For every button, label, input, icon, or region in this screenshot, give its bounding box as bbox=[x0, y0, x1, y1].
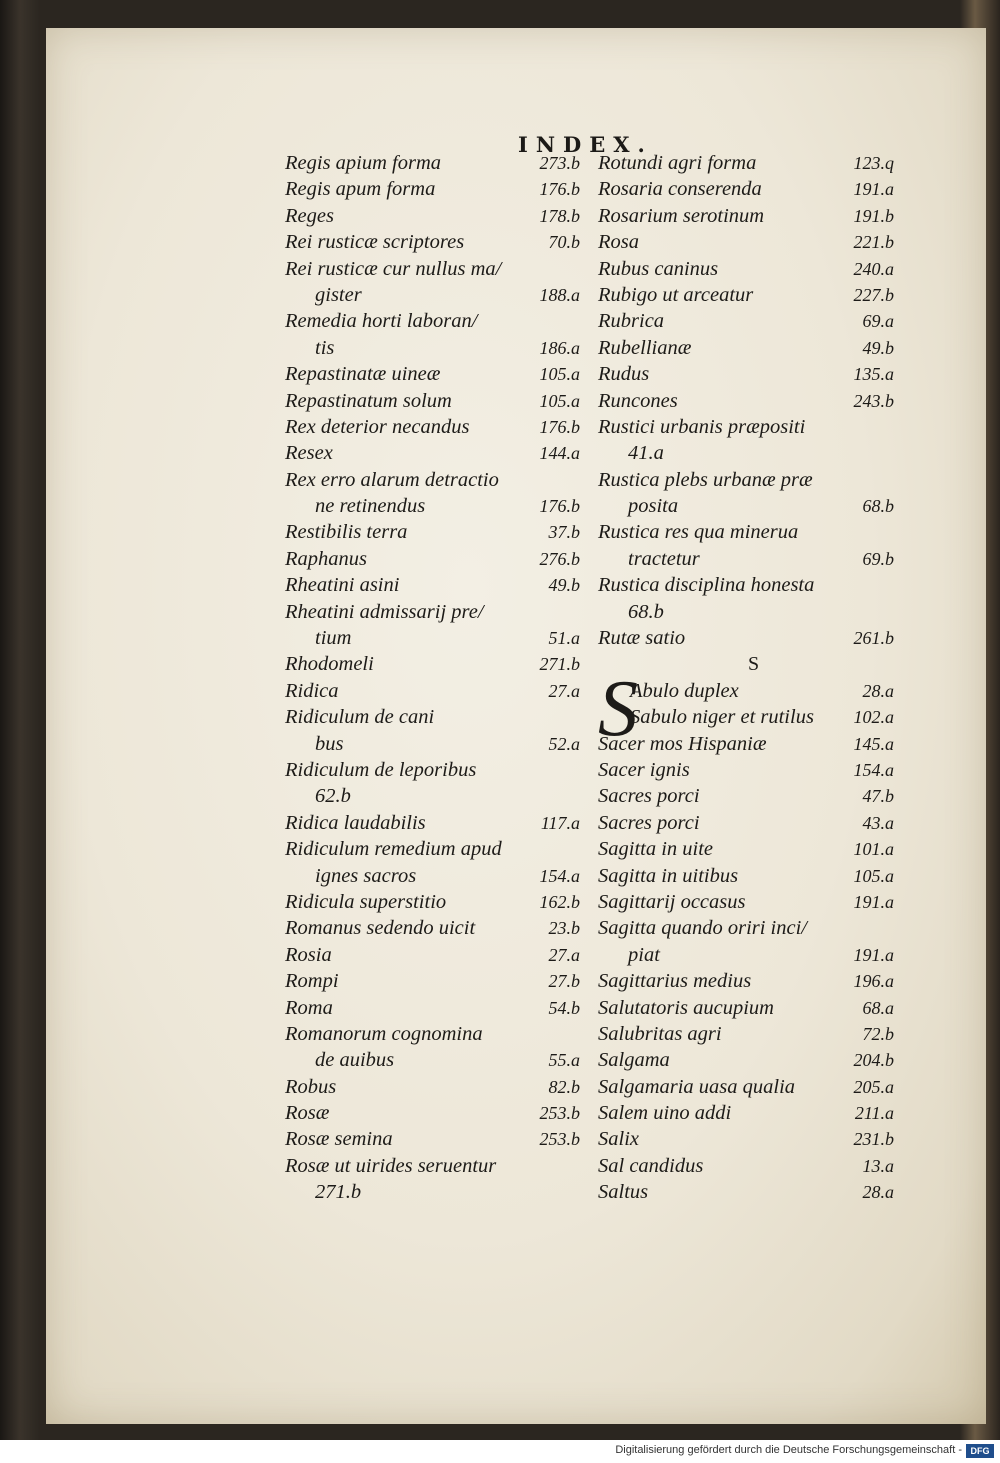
dfg-logo: DFG bbox=[966, 1444, 994, 1458]
index-term: Rei rusticæ cur nullus ma/ bbox=[285, 257, 502, 280]
index-term: Rubus caninus bbox=[598, 257, 719, 280]
index-entry bbox=[285, 176, 580, 202]
index-term: Rompi bbox=[285, 970, 339, 993]
page-reference: 82.b bbox=[548, 1076, 580, 1097]
page-reference: 43.a bbox=[862, 812, 894, 833]
index-term: Reges bbox=[285, 204, 334, 227]
index-term: Regis apium forma bbox=[285, 152, 442, 174]
index-term: Rustica plebs urbanæ præ bbox=[598, 468, 813, 491]
index-term: bus bbox=[315, 732, 344, 755]
index-term: Ridica laudabilis bbox=[285, 811, 426, 834]
index-entry bbox=[285, 968, 580, 994]
index-term: posita bbox=[628, 495, 679, 518]
page-reference: 27.a bbox=[548, 680, 580, 701]
index-term: Sagittarij occasus bbox=[598, 890, 746, 913]
page-header: INDEX. bbox=[518, 132, 653, 157]
index-entry bbox=[285, 150, 580, 176]
index-term: Sagitta in uitibus bbox=[598, 864, 739, 887]
index-entry bbox=[598, 335, 894, 361]
index-entry bbox=[285, 942, 580, 968]
page-reference: 69.b bbox=[862, 548, 894, 569]
index-term: Rheatini admissarij pre/ bbox=[285, 600, 484, 623]
index-entry bbox=[598, 995, 894, 1021]
index-entry bbox=[598, 1179, 894, 1205]
index-term: piat bbox=[628, 943, 660, 966]
index-term: Salgama bbox=[598, 1049, 670, 1072]
index-term: Salgamaria uasa qualia bbox=[598, 1075, 796, 1098]
decorated-initial: S bbox=[598, 665, 638, 753]
index-entry bbox=[285, 361, 580, 387]
index-term: Rex erro alarum detractio bbox=[285, 468, 499, 491]
index-entry bbox=[285, 704, 580, 730]
footer-credit: Digitalisierung gefördert durch die Deutsche Forschungsgemeinschaft - bbox=[615, 1444, 962, 1456]
index-entry bbox=[598, 1153, 894, 1179]
index-entry bbox=[598, 229, 894, 255]
index-entry bbox=[598, 783, 894, 809]
index-term: Ridica bbox=[285, 679, 339, 702]
index-term: tis bbox=[315, 336, 335, 359]
index-term: Romanus sedendo uicit bbox=[285, 917, 476, 940]
page-reference: 204.b bbox=[853, 1050, 894, 1071]
index-entry bbox=[598, 968, 894, 994]
index-entry bbox=[598, 572, 894, 598]
page-reference: 188.a bbox=[539, 284, 580, 305]
page-reference: 211.a bbox=[854, 1103, 894, 1124]
index-term: Rei rusticæ scriptores bbox=[285, 231, 465, 254]
index-entry bbox=[285, 625, 580, 651]
index-entry bbox=[285, 256, 580, 282]
index-entry bbox=[285, 863, 580, 889]
page-reference: 227.b bbox=[853, 284, 894, 305]
index-term: ne retinendus bbox=[315, 495, 426, 518]
index-entry bbox=[285, 678, 580, 704]
index-term: Sagitta in uite bbox=[598, 838, 714, 861]
index-term: Sabulo niger et rutilus bbox=[630, 706, 814, 729]
page-reference: 37.b bbox=[548, 522, 580, 543]
index-entry bbox=[285, 889, 580, 915]
index-entry bbox=[285, 440, 580, 466]
index-entry bbox=[285, 1100, 580, 1126]
index-entry bbox=[598, 256, 894, 282]
index-term: Resex bbox=[285, 442, 333, 465]
index-term: Rhodomeli bbox=[285, 653, 374, 676]
index-entry bbox=[285, 1074, 580, 1100]
index-entry bbox=[598, 1074, 894, 1100]
index-term: Rosarium serotinum bbox=[598, 204, 765, 227]
index-entry bbox=[598, 1021, 894, 1047]
index-entry bbox=[598, 519, 894, 545]
page-reference: 145.a bbox=[853, 733, 894, 754]
index-term: 62.b bbox=[315, 785, 351, 808]
index-entry bbox=[598, 414, 894, 440]
index-term: Rubellianæ bbox=[598, 336, 692, 359]
index-entry bbox=[598, 282, 894, 308]
index-term: 41.a bbox=[628, 442, 664, 465]
page-reference: 27.b bbox=[548, 971, 580, 992]
index-term: Ridiculum de leporibus bbox=[285, 758, 477, 781]
index-entry bbox=[285, 1179, 580, 1205]
index-term: Ridicula superstitio bbox=[285, 890, 447, 913]
page-reference: 135.a bbox=[853, 364, 894, 385]
index-term: Rosa bbox=[598, 231, 639, 254]
page-reference: 49.b bbox=[862, 337, 894, 358]
index-entry bbox=[598, 150, 894, 176]
index-term: Rotundi agri forma bbox=[598, 152, 757, 174]
page-reference: 273.b bbox=[539, 153, 580, 173]
index-term: Rex deterior necandus bbox=[285, 415, 470, 438]
index-term: tium bbox=[315, 627, 352, 650]
index-entry bbox=[598, 546, 894, 572]
index-entry bbox=[285, 229, 580, 255]
index-entry bbox=[285, 731, 580, 757]
index-term: Rosæ bbox=[285, 1102, 330, 1125]
index-entry bbox=[598, 678, 894, 704]
index-term: Restibilis terra bbox=[285, 521, 408, 544]
page-reference: 253.b bbox=[539, 1103, 580, 1124]
page-reference: 144.a bbox=[539, 443, 580, 464]
index-entry bbox=[285, 414, 580, 440]
index-entry bbox=[285, 651, 580, 677]
index-entry bbox=[598, 203, 894, 229]
index-term: Roma bbox=[285, 996, 333, 1019]
index-entry bbox=[285, 282, 580, 308]
index-term: Repastinatæ uineæ bbox=[285, 363, 441, 386]
index-term: tractetur bbox=[628, 547, 700, 570]
page-reference: 52.a bbox=[548, 733, 580, 754]
page-reference: 196.a bbox=[853, 971, 894, 992]
index-term: Salix bbox=[598, 1128, 639, 1151]
index-entry bbox=[285, 572, 580, 598]
index-term: Sacer ignis bbox=[598, 758, 690, 781]
index-term: Rustica res qua minerua bbox=[598, 521, 799, 544]
page-reference: 105.a bbox=[853, 865, 894, 886]
index-entry bbox=[598, 467, 894, 493]
index-term: Salem uino addi bbox=[598, 1102, 732, 1125]
index-term: Rosia bbox=[285, 943, 332, 966]
page-reference: 69.a bbox=[862, 311, 894, 332]
index-entry bbox=[285, 1047, 580, 1073]
index-entry bbox=[285, 203, 580, 229]
footer-bar bbox=[0, 1440, 1000, 1463]
page-reference: 49.b bbox=[548, 575, 580, 596]
page-reference: 240.a bbox=[853, 258, 894, 279]
index-term: Rubigo ut arceatur bbox=[598, 283, 754, 306]
index-term: de auibus bbox=[315, 1049, 395, 1072]
page-reference: 154.a bbox=[853, 759, 894, 780]
page-reference: 191.a bbox=[853, 179, 894, 200]
index-term: Rustica disciplina honesta bbox=[598, 574, 815, 597]
page-reference: 123.q bbox=[853, 153, 894, 173]
index-term: Rutæ satio bbox=[598, 627, 686, 650]
page-reference: 253.b bbox=[539, 1129, 580, 1150]
index-entry bbox=[598, 493, 894, 519]
page-reference: 178.b bbox=[539, 205, 580, 226]
index-term: Repastinatum solum bbox=[285, 389, 452, 412]
page-reference: 47.b bbox=[862, 786, 894, 807]
page-reference: 191.a bbox=[853, 944, 894, 965]
index-column-left bbox=[285, 150, 580, 1206]
index-term: Rosæ ut uirides seruentur bbox=[285, 1154, 497, 1177]
index-entry bbox=[598, 176, 894, 202]
index-term: Ridiculum remedium apud bbox=[285, 838, 502, 861]
page-reference: 28.a bbox=[862, 1182, 894, 1203]
page-reference: 186.a bbox=[539, 337, 580, 358]
page-reference: 23.b bbox=[548, 918, 580, 939]
index-term: Raphanus bbox=[285, 547, 367, 570]
index-entry bbox=[598, 308, 894, 334]
index-term: ignes sacros bbox=[315, 864, 417, 887]
page-reference: 72.b bbox=[862, 1023, 894, 1044]
index-entry bbox=[598, 1047, 894, 1073]
page-reference: 191.b bbox=[853, 205, 894, 226]
page-reference: 176.b bbox=[539, 179, 580, 200]
index-entry bbox=[285, 783, 580, 809]
index-entry bbox=[285, 493, 580, 519]
index-entry bbox=[598, 810, 894, 836]
index-entry bbox=[285, 546, 580, 572]
index-entry bbox=[285, 519, 580, 545]
page-reference: 105.a bbox=[539, 364, 580, 385]
index-term: Rosæ semina bbox=[285, 1128, 393, 1151]
index-term: Sacres porci bbox=[598, 785, 700, 808]
index-term: Saltus bbox=[598, 1181, 649, 1204]
index-entry bbox=[285, 757, 580, 783]
index-term: Ridiculum de cani bbox=[285, 706, 435, 729]
index-entry bbox=[285, 1153, 580, 1179]
index-term: 271.b bbox=[315, 1181, 362, 1204]
index-term: Romanorum cognomina bbox=[285, 1022, 483, 1045]
page-reference: 191.a bbox=[853, 891, 894, 912]
index-entry bbox=[598, 942, 894, 968]
page-reference: 68.b bbox=[862, 496, 894, 517]
index-entry bbox=[285, 308, 580, 334]
page-reference: 271.b bbox=[539, 654, 580, 675]
page-reference: 205.a bbox=[853, 1076, 894, 1097]
index-term: Sacer mos Hispaniæ bbox=[598, 732, 767, 755]
index-term: Salutatoris aucupium bbox=[598, 996, 774, 1019]
page-reference: 101.a bbox=[853, 839, 894, 860]
index-entry bbox=[285, 810, 580, 836]
index-entry bbox=[598, 1126, 894, 1152]
page-reference: 221.b bbox=[853, 232, 894, 253]
section-heading bbox=[598, 651, 894, 677]
index-term: Abulo duplex bbox=[630, 679, 739, 702]
page-reference: 261.b bbox=[853, 628, 894, 649]
index-term: Sagitta quando oriri inci/ bbox=[598, 917, 807, 940]
index-entry bbox=[285, 388, 580, 414]
index-term: Rubrica bbox=[598, 310, 665, 333]
page-reference: 68.a bbox=[862, 997, 894, 1018]
index-term: Sacres porci bbox=[598, 811, 700, 834]
index-term: Regis apum forma bbox=[285, 178, 436, 201]
index-term: Remedia horti laboran/ bbox=[285, 310, 478, 333]
index-entry bbox=[598, 440, 894, 466]
index-entry bbox=[598, 915, 894, 941]
index-term: Sal candidus bbox=[598, 1154, 704, 1177]
index-entry bbox=[598, 361, 894, 387]
index-entry bbox=[285, 1021, 580, 1047]
index-entry bbox=[285, 915, 580, 941]
page-reference: 28.a bbox=[862, 680, 894, 701]
index-entry bbox=[598, 704, 894, 730]
index-term: Salubritas agri bbox=[598, 1022, 722, 1045]
index-entry bbox=[285, 467, 580, 493]
index-entry bbox=[285, 599, 580, 625]
index-entry bbox=[285, 335, 580, 361]
index-entry bbox=[598, 388, 894, 414]
page-reference: 231.b bbox=[853, 1129, 894, 1150]
page-reference: 54.b bbox=[548, 997, 580, 1018]
page-reference: 105.a bbox=[539, 390, 580, 411]
index-term: Robus bbox=[285, 1075, 337, 1098]
index-entry bbox=[285, 995, 580, 1021]
index-entry bbox=[285, 836, 580, 862]
index-term: Rosaria conserenda bbox=[598, 178, 762, 201]
page-reference: 176.b bbox=[539, 416, 580, 437]
index-term: 68.b bbox=[628, 600, 664, 623]
index-entry bbox=[598, 836, 894, 862]
index-column-right bbox=[598, 150, 894, 1206]
index-entry bbox=[598, 731, 894, 757]
index-term: Rheatini asini bbox=[285, 574, 400, 597]
page-reference: 176.b bbox=[539, 496, 580, 517]
page-reference: 102.a bbox=[853, 707, 894, 728]
page-reference: 70.b bbox=[548, 232, 580, 253]
page-reference: 154.a bbox=[539, 865, 580, 886]
index-term: gister bbox=[315, 283, 362, 306]
index-entry bbox=[285, 1126, 580, 1152]
index-term: S bbox=[748, 653, 760, 676]
index-term: Runcones bbox=[598, 389, 678, 412]
index-entry bbox=[598, 863, 894, 889]
page-reference: 117.a bbox=[540, 812, 580, 833]
page-reference: 162.b bbox=[539, 891, 580, 912]
page-reference: 276.b bbox=[539, 548, 580, 569]
page-reference: 55.a bbox=[548, 1050, 580, 1071]
index-entry bbox=[598, 599, 894, 625]
page-reference: 27.a bbox=[548, 944, 580, 965]
page-reference: 51.a bbox=[548, 628, 580, 649]
index-entry bbox=[598, 1100, 894, 1126]
index-entry bbox=[598, 757, 894, 783]
index-term: Sagittarius medius bbox=[598, 970, 752, 993]
index-term: Rustici urbanis præpositi bbox=[598, 415, 806, 438]
page-reference: 243.b bbox=[853, 390, 894, 411]
index-entry bbox=[598, 625, 894, 651]
index-term: Rudus bbox=[598, 363, 650, 386]
page-reference: 13.a bbox=[862, 1155, 894, 1176]
index-entry bbox=[598, 889, 894, 915]
